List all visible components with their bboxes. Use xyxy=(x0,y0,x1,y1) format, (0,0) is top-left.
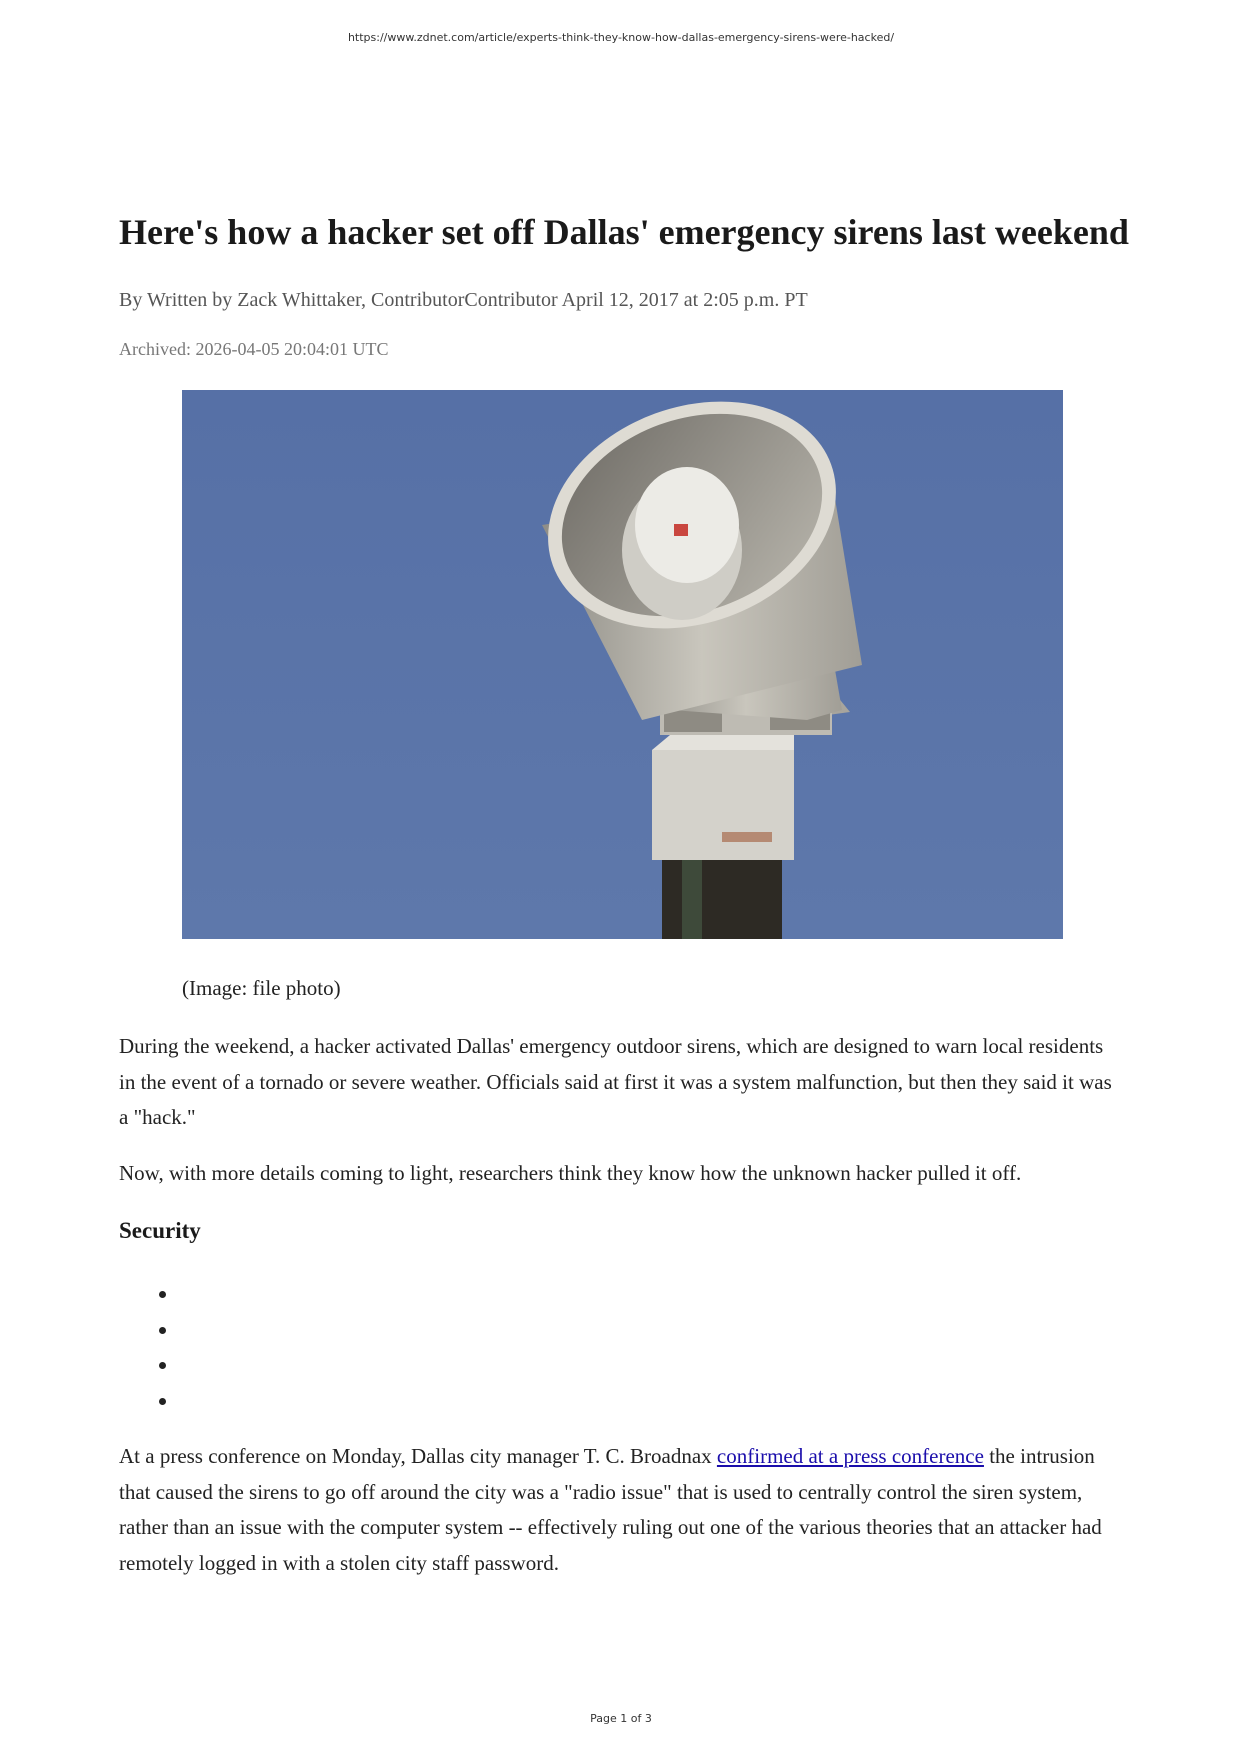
image-caption: (Image: file photo) xyxy=(182,976,341,1000)
list-item xyxy=(119,1385,319,1421)
article-byline: By Written by Zack Whittaker, ContributorContributor April 12, 2017 at 2:05 p.m. PT xyxy=(119,289,808,311)
bullet-icon xyxy=(159,1398,166,1405)
list-item xyxy=(119,1278,319,1314)
section-heading-security: Security xyxy=(119,1218,201,1243)
press-conference-link[interactable]: confirmed at a press conference xyxy=(716,1444,984,1468)
paragraph-text-before-link: At a press conference on Monday, Dallas city manager T. C. Broadnax xyxy=(119,1444,717,1468)
page-number: Page 1 of 3 xyxy=(590,1712,652,1725)
paragraph-intro: During the weekend, a hacker activated Dallas' emergency outdoor sirens, which are designed to warn local residents in the event of a tornado or severe weather. Officials said at first it was a system malfunction, but then they said it was a "hack." xyxy=(119,1034,1112,1129)
bullet-icon xyxy=(159,1362,166,1369)
paragraph-text-after-link: the intrusion that caused the sirens to go off around the city was a "radio issue" that is used to centrally control the siren system, rather than an issue with the computer system -- effectively ruling out one of the various theories that an attacker had remotely logged in with a stolen city staff password. xyxy=(119,1444,1102,1575)
bullet-icon xyxy=(159,1327,166,1334)
bullet-icon xyxy=(159,1291,166,1298)
paragraph-details: Now, with more details coming to light, researchers think they know how the unknown hacker pulled it off. xyxy=(119,1161,1022,1185)
page-url-header: https://www.zdnet.com/article/experts-think-they-know-how-dallas-emergency-sirens-were-hacked/ xyxy=(347,31,895,44)
security-link-list xyxy=(119,1278,319,1420)
list-item xyxy=(119,1349,319,1385)
siren-illustration xyxy=(182,390,1063,939)
article-title: Here's how a hacker set off Dallas' emergency sirens last weekend xyxy=(119,212,1129,252)
list-item xyxy=(119,1314,319,1350)
archived-timestamp: Archived: 2026-04-05 20:04:01 UTC xyxy=(119,339,389,359)
siren-photo xyxy=(182,390,1063,939)
paragraph-press-conference xyxy=(119,1439,1119,1581)
